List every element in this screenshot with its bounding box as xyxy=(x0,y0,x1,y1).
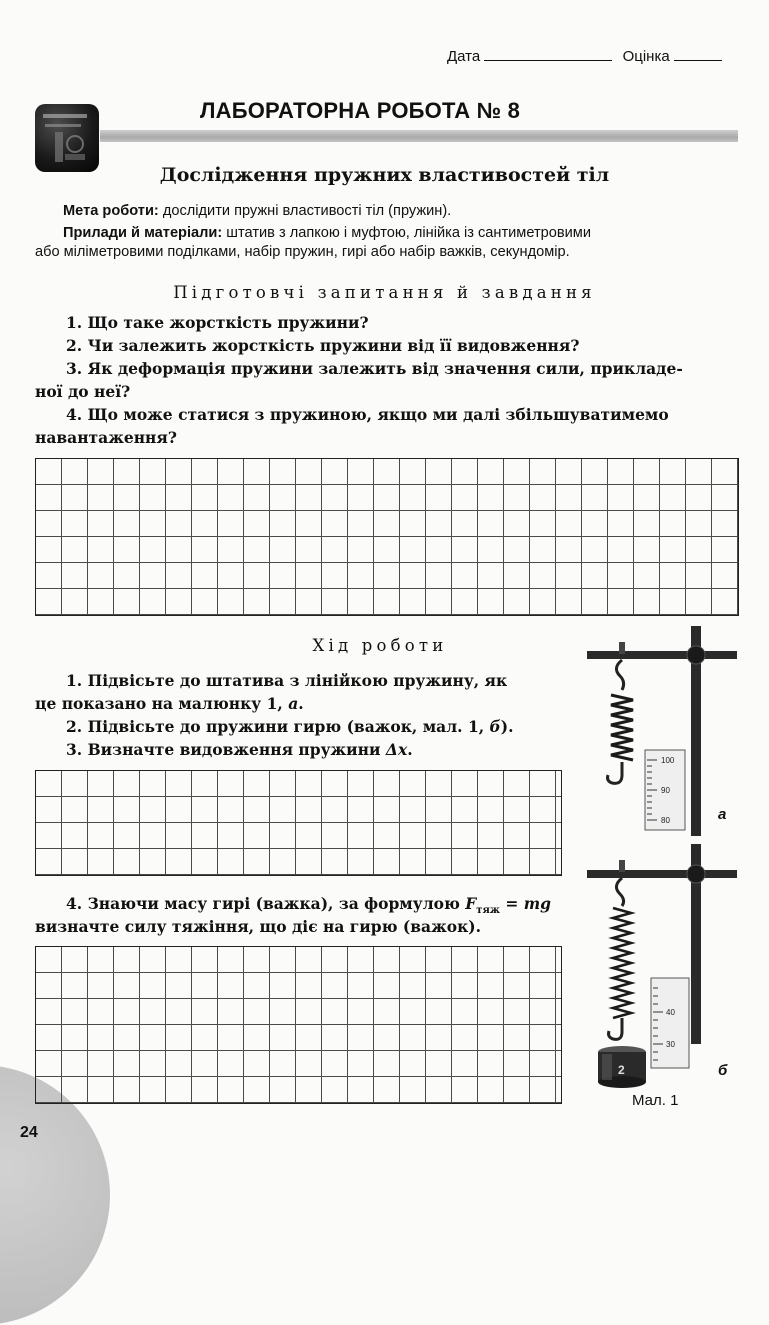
spring-hook-b xyxy=(616,878,623,906)
answer-grid-gravity[interactable] xyxy=(35,946,562,1104)
formula-subscript: тяж xyxy=(476,905,500,917)
clamp-b xyxy=(687,865,705,883)
lower-hook-b xyxy=(609,1018,623,1039)
formula-f: F xyxy=(465,894,477,913)
ruler-b xyxy=(651,978,689,1068)
step-4: 4. Знаючи масу гирі (важка), за формулою $F_{тяж}$ = mg xyxy=(66,894,551,917)
corner-shade xyxy=(0,1065,110,1325)
ruler-b-tick-40: 40 xyxy=(666,1008,675,1017)
prep-question-1: 1. Що таке жорсткість пружини? xyxy=(66,313,369,332)
prep-question-3: 3. Як деформація пружини залежить від значення сили, прикладе- xyxy=(66,359,683,378)
prep-question-4-cont: навантаження? xyxy=(35,428,177,447)
prep-section-heading: Підготовчі запитання й завдання xyxy=(173,283,596,302)
prep-question-3-cont: ної до неї? xyxy=(35,382,131,401)
figure-caption: Мал. 1 xyxy=(632,1092,679,1109)
lower-hook-a xyxy=(608,762,623,783)
step-3: 3. Визначте видовження пружини Δx. xyxy=(66,740,413,759)
spring-hook-a xyxy=(616,660,623,690)
materials-line-2: або міліметровими поділками, набір пружин, гирі або набір важків, секундомір. xyxy=(35,244,570,260)
ruler-b-tick-30: 30 xyxy=(666,1040,675,1049)
grade-label: Оцінка xyxy=(622,48,670,65)
weight-label: 2 xyxy=(618,1063,625,1077)
goal-label: Мета роботи: xyxy=(63,203,159,219)
materials-line xyxy=(63,222,743,245)
prep-question-4: 4. Що може статися з пружиною, якщо ми далі збільшуватимемо xyxy=(66,405,669,424)
figure-label-a: а xyxy=(718,806,727,823)
page-number: 24 xyxy=(20,1124,38,1141)
materials-text: штатив з лапкою і муфтою, лінійка із сантиметровими xyxy=(222,225,591,241)
figure-a xyxy=(575,620,765,840)
delta-x-symbol: Δx xyxy=(385,740,408,759)
title-band xyxy=(100,130,738,142)
step-4-cont: визначте силу тяжіння, що діє на гирю (важок). xyxy=(35,917,481,936)
ruler-a-tick-80: 80 xyxy=(661,816,670,825)
date-field[interactable] xyxy=(484,60,612,61)
work-section-heading: Хід роботи xyxy=(312,636,448,655)
stand-arm-a xyxy=(587,651,737,659)
spring-b xyxy=(613,908,631,1018)
step-2: 2. Підвісьте до пружини гирю (важок, мал. 1, б). xyxy=(66,717,514,736)
materials-label: Прилади й матеріали: xyxy=(63,225,223,241)
ruler-a-tick-90: 90 xyxy=(661,786,670,795)
stand-arm-b xyxy=(587,870,737,878)
step-1: 1. Підвісьте до штатива з лінійкою пружину, як xyxy=(66,671,508,690)
figure-b xyxy=(575,840,765,1100)
page-title: ЛАБОРАТОРНА РОБОТА № 8 xyxy=(200,98,521,123)
answer-grid-prep[interactable] xyxy=(35,458,739,616)
prep-question-2: 2. Чи залежить жорсткість пружини від її видовження? xyxy=(66,336,580,355)
step-1-cont: це показано на малюнку 1, а. xyxy=(35,694,304,713)
goal-line xyxy=(63,200,743,223)
fig-ref-a: а xyxy=(288,694,299,713)
subtitle: Дослідження пружних властивостей тіл xyxy=(159,164,610,186)
spring-a xyxy=(611,695,633,760)
header-fields xyxy=(447,48,722,65)
answer-grid-elongation[interactable] xyxy=(35,770,562,876)
grade-field[interactable] xyxy=(674,60,722,61)
formula-mg: mg xyxy=(523,894,551,913)
figure-label-b: б xyxy=(718,1062,728,1079)
clamp-a xyxy=(687,646,705,664)
ruler-a-tick-100: 100 xyxy=(661,756,675,765)
fig-ref-b: б xyxy=(489,717,501,736)
date-label: Дата xyxy=(447,48,481,65)
goal-text: дослідити пружні властивості тіл (пружин). xyxy=(158,203,452,219)
lab-logo xyxy=(35,104,99,172)
